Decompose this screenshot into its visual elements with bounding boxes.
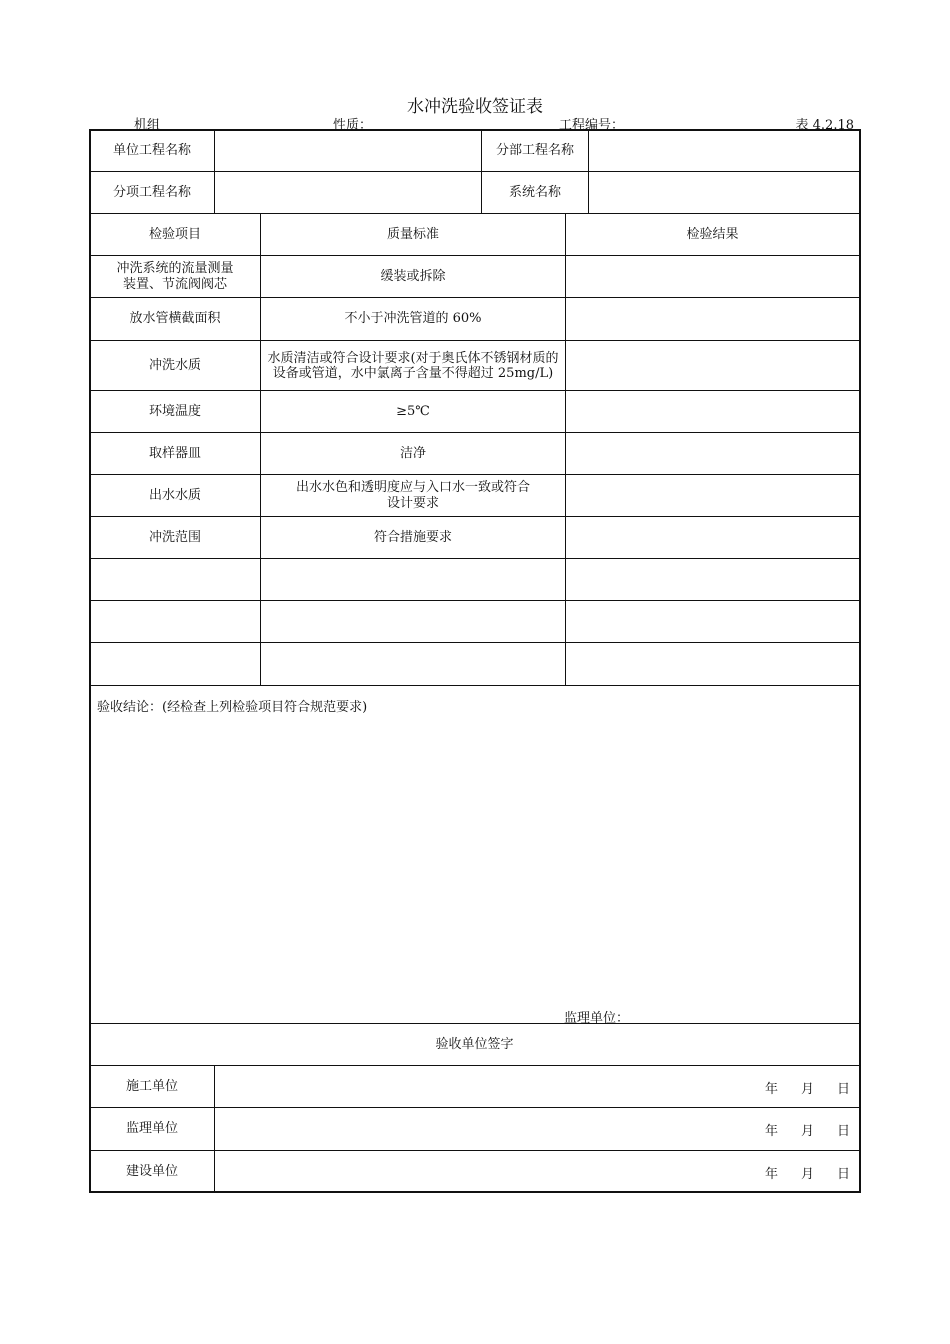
year-label: 年 [764,1081,778,1097]
month-label: 月 [800,1123,814,1139]
conclusion-supervisor-label: 监理单位： [564,1011,630,1026]
item-project-field[interactable] [215,172,481,213]
result-field[interactable] [566,559,859,600]
unit-project-field[interactable] [215,130,481,171]
system-name-field[interactable] [589,172,859,213]
day-label: 日 [836,1123,850,1139]
unit-label: 机组 [134,118,161,133]
inspection-item: 冲洗系统的流量测量装置、节流阀阀芯 [116,260,234,292]
year-label: 年 [764,1123,778,1139]
signature-section-title: 验收单位签字 [435,1036,514,1052]
conclusion-area[interactable] [90,686,859,1026]
sub-project-label: 分部工程名称 [495,142,574,158]
inspection-item: 冲洗范围 [148,529,201,545]
result-field[interactable] [566,475,859,516]
unit-project-label: 单位工程名称 [112,142,191,158]
page-title: 水冲洗验收签证表 [407,97,543,117]
quality-standard: ≥5℃ [396,403,430,419]
empty-standard-field[interactable] [261,643,565,685]
result-field[interactable] [566,517,859,558]
quality-standard: 洁净 [399,445,426,461]
item-project-label: 分项工程名称 [112,184,191,200]
month-label: 月 [800,1166,814,1182]
empty-standard-field[interactable] [261,601,565,642]
day-label: 日 [836,1166,850,1182]
signature-date [762,1066,850,1108]
column-header-standard: 质量标准 [386,226,439,242]
quality-standard: 符合措施要求 [373,529,452,545]
inspection-item: 环境温度 [148,403,201,419]
inspection-item: 冲洗水质 [148,357,201,373]
signature-row-label: 监理单位 [125,1121,178,1136]
empty-item-field[interactable] [90,643,260,685]
project-no-label: 工程编号： [559,118,625,133]
result-field[interactable] [566,256,859,297]
year-label: 年 [764,1166,778,1182]
quality-standard: 缓装或拆除 [380,268,446,284]
result-field[interactable] [566,643,859,685]
system-name-label: 系统名称 [508,184,561,200]
quality-standard: 水质清洁或符合设计要求(对于奥氏体不锈钢材质的设备或管道，水中氯离子含量不得超过 25mg/L) [267,350,559,381]
empty-standard-field[interactable] [261,559,565,600]
inspection-item: 出水水质 [148,487,201,503]
signature-row-label: 施工单位 [125,1078,178,1094]
result-field[interactable] [566,391,859,432]
sub-project-field[interactable] [589,130,859,171]
inspection-item: 取样器皿 [148,445,201,461]
quality-standard: 不小于冲洗管道的 60% [344,311,482,326]
day-label: 日 [836,1081,850,1097]
nature-label: 性质： [333,118,373,133]
signature-date [762,1108,850,1150]
empty-item-field[interactable] [90,601,260,642]
signature-row-label: 建设单位 [125,1163,178,1179]
inspection-item: 放水管横截面积 [129,311,221,326]
month-label: 月 [800,1081,814,1097]
result-field[interactable] [566,601,859,642]
result-field[interactable] [566,298,859,340]
result-field[interactable] [566,433,859,474]
table-number: 表 4.2.18 [795,118,854,133]
column-header-item: 检验项目 [148,226,201,242]
signature-date [762,1151,850,1193]
result-field[interactable] [566,341,859,390]
empty-item-field[interactable] [90,559,260,600]
column-header-result: 检验结果 [686,226,739,242]
conclusion-label: 验收结论：(经检查上列检验项目符合规范要求) [97,700,368,715]
quality-standard: 出水水色和透明度应与入口水一致或符合设计要求 [295,479,530,511]
